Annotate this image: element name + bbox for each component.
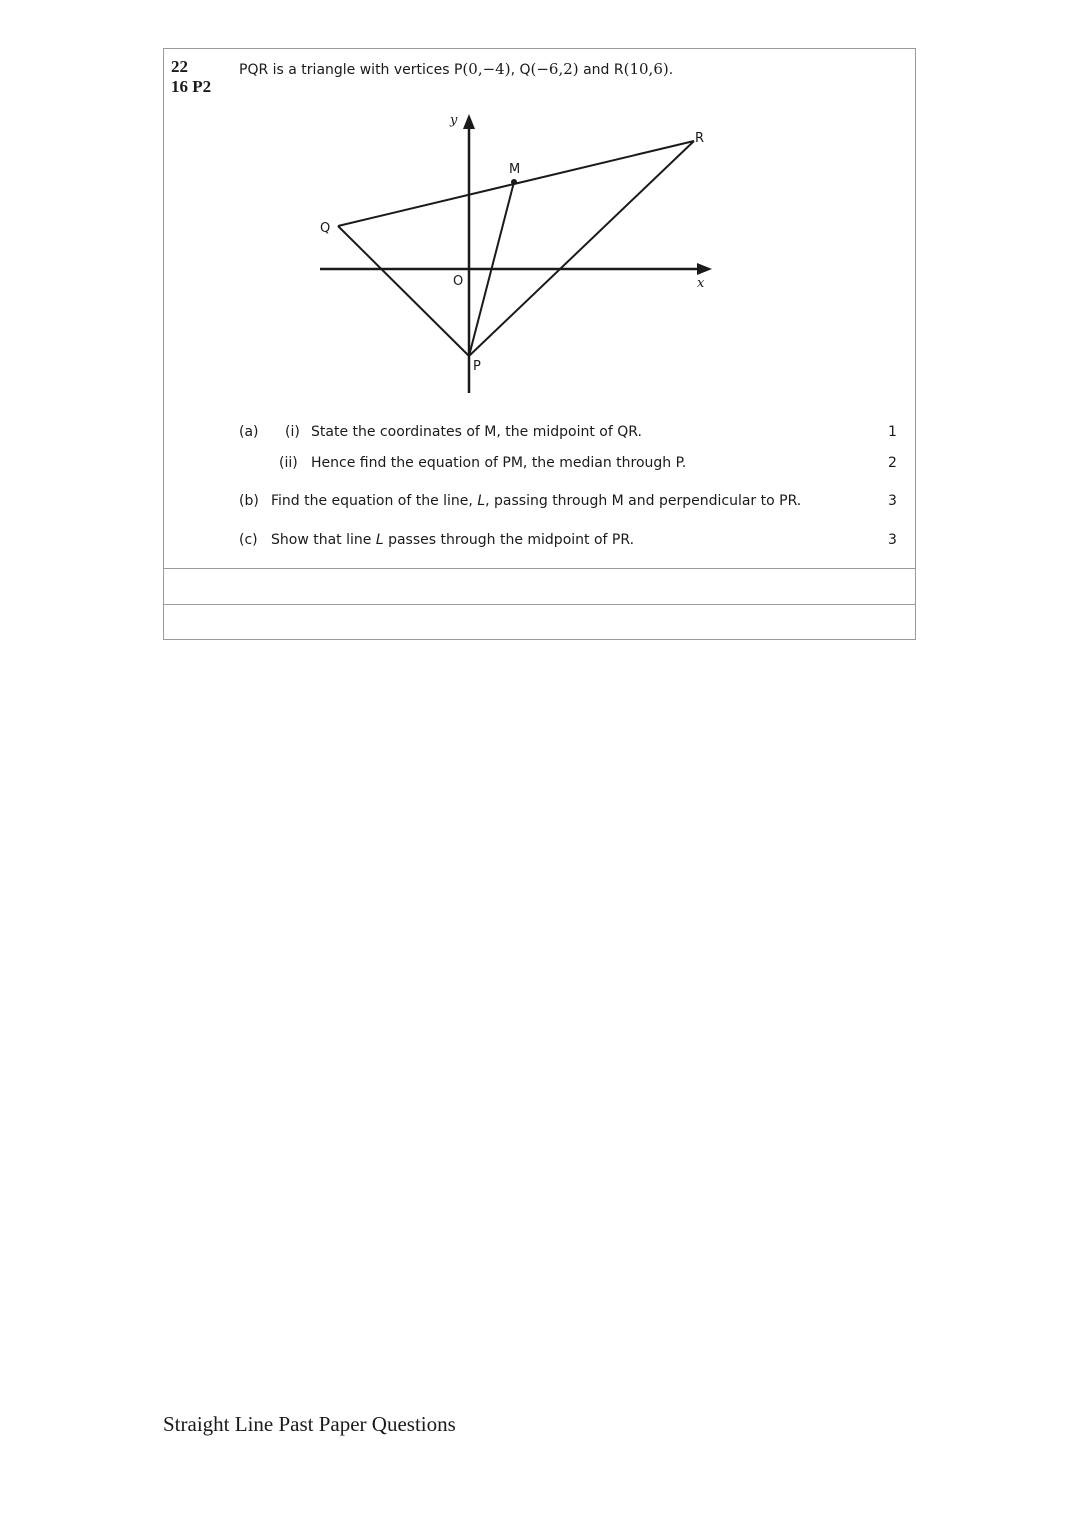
part-a-i-sub: (i) [285, 424, 300, 440]
vertex-r-label: R [695, 131, 705, 146]
side-rp [469, 141, 694, 356]
p-coordinates: (0,−4) [462, 60, 511, 78]
y-axis-label: y [450, 113, 458, 128]
part-b-letter: (b) [239, 493, 259, 509]
part-a-ii-text: Hence find the equation of PM, the median through P. [311, 455, 687, 471]
question-number: 22 [171, 57, 188, 76]
q-coordinates: (−6,2) [530, 60, 579, 78]
part-a-letter: (a) [239, 424, 259, 440]
stem-text: PQR is a triangle with vertices P [239, 62, 463, 78]
part-b-marks: 3 [888, 493, 897, 509]
line-l-symbol: L [477, 493, 486, 509]
page-footer: Straight Line Past Paper Questions [163, 1412, 456, 1436]
question-stem: PQR is a triangle with vertices P(0,−4), Q(−6,2) and R(10,6). [239, 60, 674, 78]
part-b-text [271, 493, 801, 509]
q-label: Q [519, 62, 531, 78]
midpoint-m-dot [511, 179, 517, 185]
part-c-text-start: Show that line [271, 532, 376, 548]
origin-label: O [453, 274, 464, 289]
triangle-diagram [0, 0, 1080, 420]
and-r-text: and R [578, 62, 624, 78]
part-a-ii-sub: (ii) [279, 455, 298, 471]
vertex-q-label: Q [320, 221, 331, 236]
part-b-text-end: , passing through M and perpendicular to PR. [485, 493, 802, 509]
part-c-text-end: passes through the midpoint of PR. [383, 532, 635, 548]
x-axis-label: x [697, 276, 705, 291]
part-c-letter: (c) [239, 532, 258, 548]
y-axis-arrowhead [463, 114, 475, 129]
table-row-divider [164, 568, 915, 569]
question-source: 16 P2 [171, 77, 212, 96]
vertex-p-label: P [473, 359, 481, 374]
side-pq [338, 226, 469, 356]
table-row-divider [164, 604, 915, 605]
part-b-text-start: Find the equation of the line, [271, 493, 478, 509]
midpoint-m-label: M [509, 162, 521, 177]
part-a-i-text: State the coordinates of M, the midpoint of QR. [311, 424, 642, 440]
part-a-ii-marks: 2 [888, 455, 897, 471]
line-l-symbol: L [375, 532, 384, 548]
part-c-text [271, 532, 634, 548]
part-c-marks: 3 [888, 532, 897, 548]
x-axis-arrowhead [697, 263, 712, 275]
stem-period: . [668, 62, 674, 78]
r-coordinates: (10,6) [623, 60, 669, 78]
part-a-i-marks: 1 [888, 424, 897, 440]
